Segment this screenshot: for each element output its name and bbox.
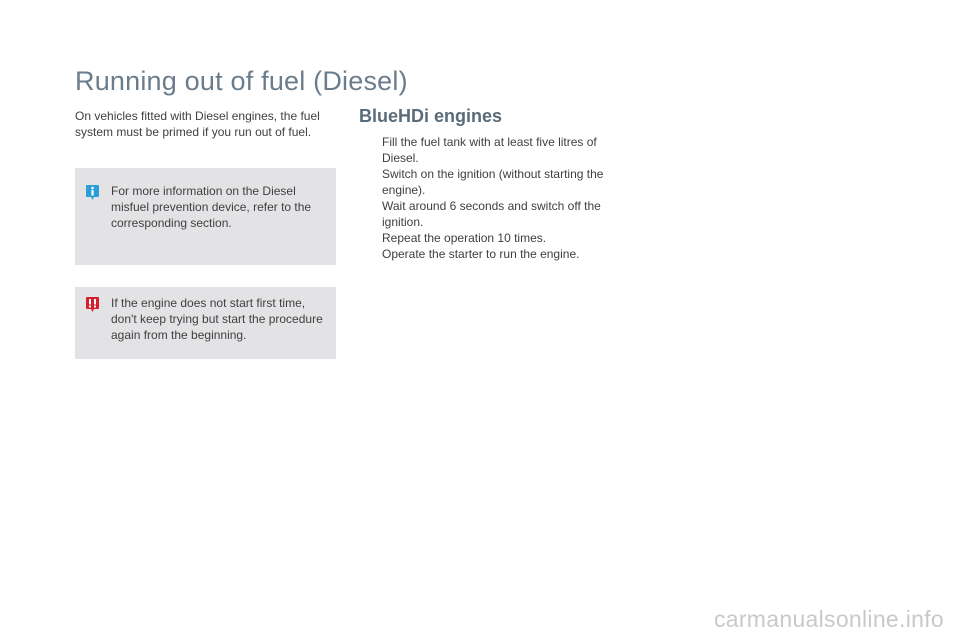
list-item: Switch on the ignition (without starting the engine).: [382, 167, 604, 197]
list-item: Fill the fuel tank with at least five litres of Diesel.: [382, 135, 597, 165]
list-item: Wait around 6 seconds and switch off the ignition.: [382, 199, 601, 229]
steps-list: [359, 134, 619, 262]
intro-text: On vehicles fitted with Diesel engines, the fuel system must be primed if you run out of fuel.: [75, 109, 320, 139]
page-title: Running out of fuel (Diesel): [75, 66, 408, 96]
section-heading: BlueHDi engines: [359, 106, 503, 126]
list-item: Operate the starter to run the engine.: [382, 247, 580, 261]
info-icon: [85, 184, 100, 201]
list-item: Repeat the operation 10 times.: [382, 231, 547, 245]
warning-icon: [85, 296, 100, 313]
info-box-text: For more information on the Diesel misfuel prevention device, refer to the corresponding section.: [111, 184, 312, 230]
warning-box: [75, 287, 336, 359]
warning-box-text: If the engine does not start first time, don't keep trying but start the procedure again from the beginning.: [111, 296, 323, 342]
watermark: carmanualsonline.info: [713, 606, 944, 632]
info-box: [75, 168, 336, 265]
